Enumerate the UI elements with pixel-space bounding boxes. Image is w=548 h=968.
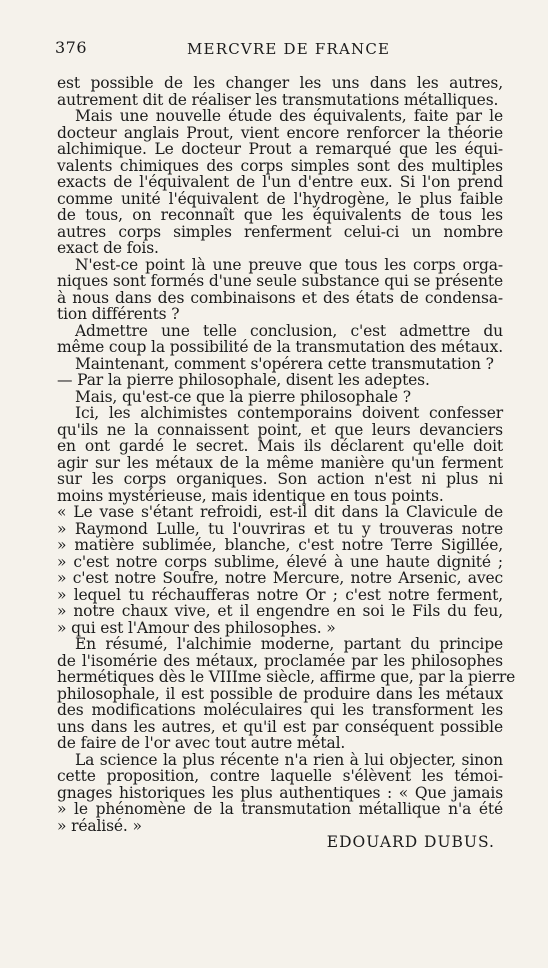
text-line: qu'ils ne la connaissent point, et que leurs devanciers	[57, 420, 503, 439]
text-line: sur les corps organiques. Son action n'est ni plus ni	[57, 470, 503, 488]
page-number: 376	[55, 38, 88, 57]
text-line: » qui est l'Amour des philosophes. »	[57, 618, 336, 637]
text-line: Mais une nouvelle étude des équivalents, faite par le	[75, 107, 503, 125]
text-line: Ici, les alchimistes contemporains doivent confesser	[75, 404, 503, 422]
text-line: moins mystérieuse, mais identique en tous points.	[57, 486, 444, 505]
text-line: En résumé, l'alchimie moderne, partant du principe	[75, 635, 503, 653]
text-line: » Raymond Lulle, tu l'ouvriras et tu y trouveras notre	[57, 519, 503, 538]
text-line: — Par la pierre philosophale, disent les adeptes.	[57, 371, 430, 389]
running-head: MERCVRE DE FRANCE	[187, 40, 391, 58]
text-line: » le phénomène de la transmutation métallique n'a été	[57, 800, 503, 818]
text-line: de tous, on reconnaît que les équivalents de tous les	[57, 206, 503, 224]
text-line: N'est-ce point là une preuve que tous les corps orga-	[75, 255, 503, 274]
author-signature: EDOUARD DUBUS.	[326, 833, 495, 851]
text-line: en ont gardé le secret. Mais ils déclarent qu'elle doit	[57, 437, 503, 455]
text-line: Maintenant, comment s'opérera cette transmutation ?	[75, 354, 494, 373]
text-line: autres corps simples renferment celui-ci un nombre	[57, 222, 503, 241]
text-line: exacts de l'équivalent de l'un d'entre eux. Si l'on prend	[57, 173, 503, 191]
text-line: » matière sublimée, blanche, c'est notre Terre Sigillée,	[57, 536, 503, 554]
paragraph	[57, 752, 503, 835]
text-line: est possible de les changer les uns dans les autres,	[57, 74, 503, 92]
text-line: des modifications moléculaires qui les transforment les	[57, 701, 503, 719]
paragraph	[57, 405, 503, 504]
paragraph	[57, 504, 503, 636]
text-line: La science la plus récente n'a rien à lui objecter, sinon	[75, 750, 503, 769]
text-line: agir sur les métaux de la même manière qu'un ferment	[57, 453, 503, 472]
text-line: uns dans les autres, et qu'il est par conséquent possible	[57, 717, 503, 736]
text-line: hermétiques dès le VIIIme siècle, affirme que, par la pierre	[57, 668, 516, 686]
text-line: de l'isomérie des métaux, proclamée par les philosophes	[57, 651, 503, 670]
text-line: » c'est notre corps sublime, élevé à une haute dignité ;	[57, 552, 503, 571]
text-line: Admettre une telle conclusion, c'est admettre du	[75, 321, 503, 340]
text-line: à nous dans des combinaisons et des états de condensa-	[57, 288, 503, 307]
page-header	[55, 34, 505, 60]
paragraph	[57, 75, 503, 108]
text-line: Mais, qu'est-ce que la pierre philosophale ?	[75, 387, 411, 406]
text-line: » c'est notre Soufre, notre Mercure, notre Arsenic, avec	[57, 569, 503, 587]
text-line: autrement dit de réaliser les transmutations métalliques.	[57, 90, 499, 109]
paragraph	[57, 108, 503, 257]
text-line: » réalisé. »	[57, 816, 142, 835]
text-line: » lequel tu réchaufferas notre Or ; c'est notre ferment,	[57, 585, 503, 604]
text-line: docteur anglais Prout, vient encore renforcer la théorie	[57, 123, 503, 142]
text-line: même coup la possibilité de la transmutation des métaux.	[57, 338, 503, 356]
text-line: de faire de l'or avec tout autre métal.	[57, 734, 346, 752]
text-line: » notre chaux vive, et il engendre en soi le Fils du feu,	[57, 602, 503, 620]
paragraph	[57, 635, 516, 752]
article-body	[57, 74, 516, 851]
text-line: « Le vase s'étant refroidi, est-il dit dans la Clavicule de	[57, 503, 503, 521]
text-line: alchimique. Le docteur Prout a remarqué que les équi-	[57, 140, 503, 158]
paragraph	[57, 257, 503, 323]
text-line: exact de fois.	[57, 239, 159, 257]
text-line: gnages historiques les plus authentiques : « Que jamais	[57, 783, 503, 802]
text-line: niques sont formés d'une seule substance qui se présente	[57, 272, 503, 290]
text-line: cette proposition, contre laquelle s'élèvent les témoi-	[57, 767, 503, 785]
text-line: valents chimiques des corps simples sont des multiples	[57, 156, 503, 175]
paragraph	[57, 323, 503, 406]
text-line: comme unité l'équivalent de l'hydrogène, le plus faible	[57, 189, 503, 208]
text-line: philosophale, il est possible de produire dans les métaux	[57, 684, 503, 703]
text-line: tion différents ?	[57, 305, 180, 323]
